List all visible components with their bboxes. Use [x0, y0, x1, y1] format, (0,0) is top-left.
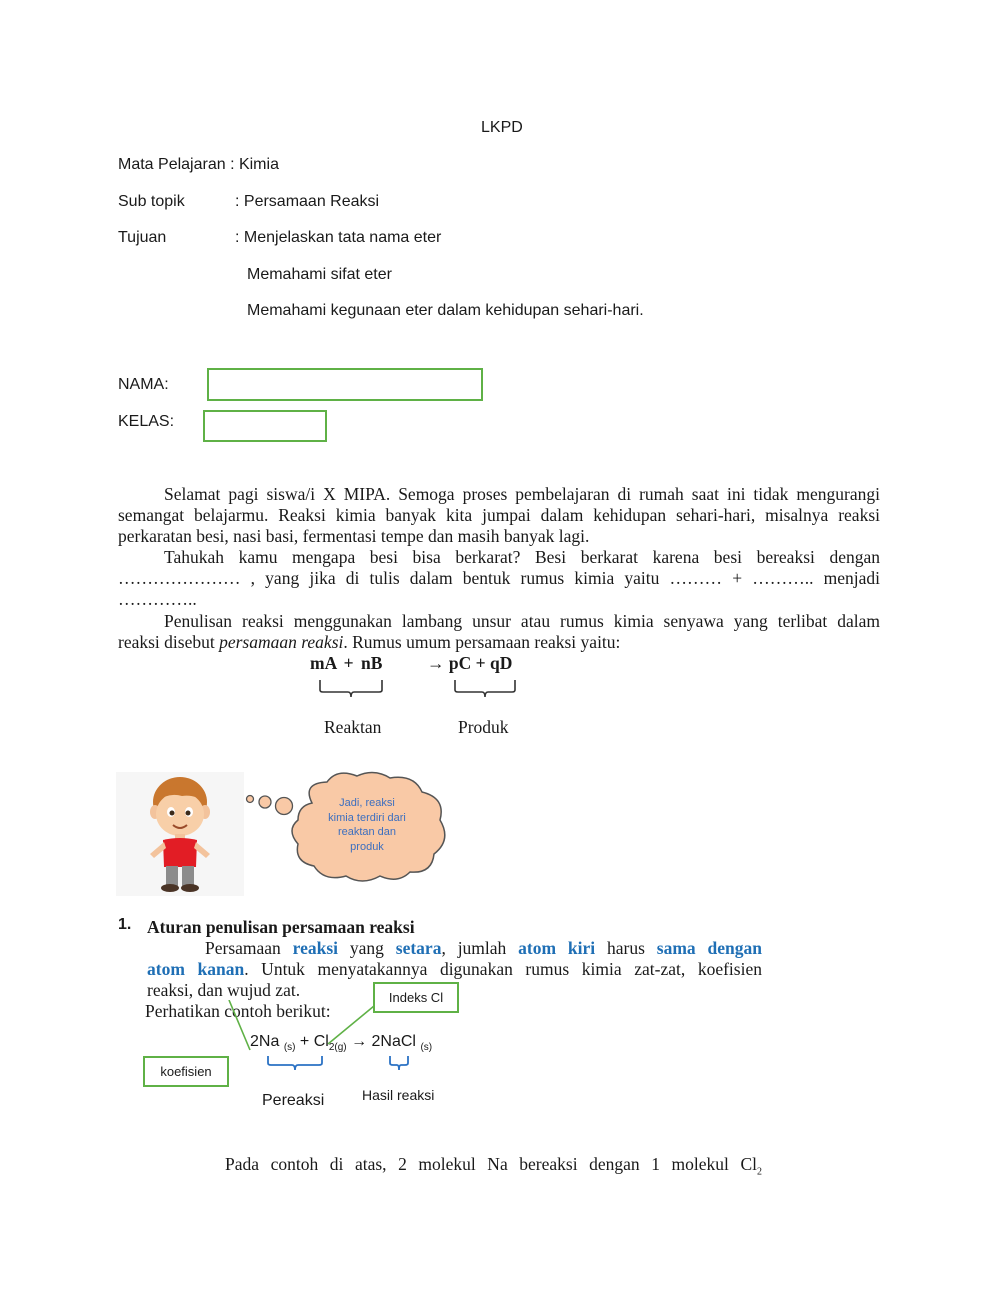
- section-text-2b: . Untuk menyatakannya digunakan rumus kimia zat-zat, koefisien: [244, 959, 762, 979]
- subtopic-label: Sub topik: [118, 193, 185, 210]
- highlight-setara: setara: [395, 938, 442, 958]
- boy-illustration: [116, 772, 244, 896]
- name-input[interactable]: [207, 368, 483, 401]
- section-number: 1.: [118, 916, 132, 933]
- subtopic-value: : Persamaan Reaksi: [235, 193, 380, 210]
- section-heading: Aturan penulisan persamaan reaksi: [147, 917, 415, 937]
- product-brace: [455, 680, 515, 697]
- highlight-atom-kiri: atom kiri: [518, 938, 596, 958]
- footer-text: Pada contoh di atas, 2 molekul Na bereaksi dengan 1 molekul Cl: [225, 1154, 757, 1174]
- goal-label: Tujuan: [118, 229, 167, 246]
- intro-p1-line-3: perkaratan besi, nasi basi, fermentasi tempe dan masih banyak lagi.: [118, 526, 590, 546]
- intro-p1-line-2: semangat belajarmu. Reaksi kimia banyak kita jumpai dalam kehidupan sehari-hari, misalnya reaksi: [118, 505, 880, 525]
- goal-value-3: Memahami kegunaan eter dalam kehidupan sehari-hari.: [247, 302, 644, 319]
- coefficient-label: koefisien: [160, 1064, 212, 1079]
- page-title: LKPD: [481, 119, 523, 136]
- intro-p3-line-1: Penulisan reaksi menggunakan lambang unsur atau rumus kimia senyawa yang terlibat dalam: [164, 611, 880, 631]
- eq-cl-state: (g): [334, 1042, 347, 1054]
- intro-p3-text-a: reaksi disebut: [118, 632, 220, 652]
- goal-value-1: : Menjelaskan tata nama eter: [235, 229, 442, 246]
- section-text-1e: , jumlah: [441, 938, 519, 958]
- eq-nacl-state: (s): [420, 1042, 433, 1054]
- reactant-label: Reaktan: [324, 717, 382, 737]
- intro-p2-line-2: ………………… , yang jika di tulis dalam bentuk rumus kimia yaitu ……… + ……….. menjadi …………..: [118, 568, 880, 609]
- class-input[interactable]: [203, 410, 327, 442]
- index-cl-label: Indeks Cl: [388, 990, 444, 1005]
- products-label: Hasil reaksi: [362, 1087, 435, 1103]
- formula-reactants: mA + nB: [310, 653, 383, 673]
- reactant-brace: [320, 680, 382, 697]
- footer-subscript: 2: [757, 1166, 762, 1178]
- intro-p2-line-1: Tahukah kamu mengapa besi bisa berkarat? Besi berkarat karena besi bereaksi dengan: [164, 547, 880, 567]
- formula-products: → pC + qD: [427, 653, 513, 673]
- intro-p3-emphasis: persamaan reaksi: [219, 632, 344, 652]
- eq-na: 2Na: [250, 1033, 280, 1050]
- intro-p3-line-2: [118, 632, 880, 653]
- index-pointer-line: [328, 1006, 374, 1044]
- section-text-1a: Persamaan: [205, 938, 293, 958]
- class-label: KELAS:: [118, 413, 175, 430]
- eq-arrow-nacl: → 2NaCl: [346, 1033, 416, 1050]
- intro-paragraph-1: [118, 484, 880, 609]
- section-example-intro: Perhatikan contoh berikut:: [145, 1001, 331, 1021]
- intro-p1-line-1: Selamat pagi siswa/i X MIPA. Semoga proses pembelajaran di rumah saat ini tidak mengurangi: [164, 484, 880, 504]
- reactants-brace: [268, 1056, 322, 1070]
- intro-p3-text-b: . Rumus umum persamaan reaksi yaitu:: [343, 632, 621, 652]
- subject-line: Mata Pelajaran : Kimia: [118, 156, 279, 173]
- products-brace: [390, 1056, 408, 1070]
- section-p-line-1: [147, 938, 762, 959]
- example-annotations: [0, 1000, 1000, 1140]
- intro-paragraph-3: [118, 611, 880, 653]
- reactants-label: Pereaksi: [262, 1092, 325, 1109]
- section-text-1c: yang: [338, 938, 396, 958]
- highlight-sama-dengan: sama dengan: [656, 938, 763, 958]
- coefficient-pointer-line: [229, 1000, 250, 1050]
- eq-cl-subscript: 2: [328, 1042, 335, 1054]
- section-p-line-2: [147, 959, 762, 980]
- highlight-atom-kanan: atom kanan: [147, 959, 245, 979]
- footer-paragraph: [225, 1154, 762, 1178]
- eq-plus-cl: + Cl: [295, 1033, 329, 1050]
- highlight-reaksi: reaksi: [292, 938, 339, 958]
- name-label: NAMA:: [118, 376, 169, 393]
- section-p-line-3: reaksi, dan wujud zat.: [147, 980, 301, 1000]
- section-text-1g: harus: [595, 938, 657, 958]
- goal-value-2: Memahami sifat eter: [247, 266, 392, 283]
- thought-bubble-text: Jadi, reaksi kimia terdiri dari reaktan dan produk: [328, 797, 406, 853]
- eq-na-state: (s): [283, 1042, 296, 1054]
- product-label: Produk: [458, 717, 509, 737]
